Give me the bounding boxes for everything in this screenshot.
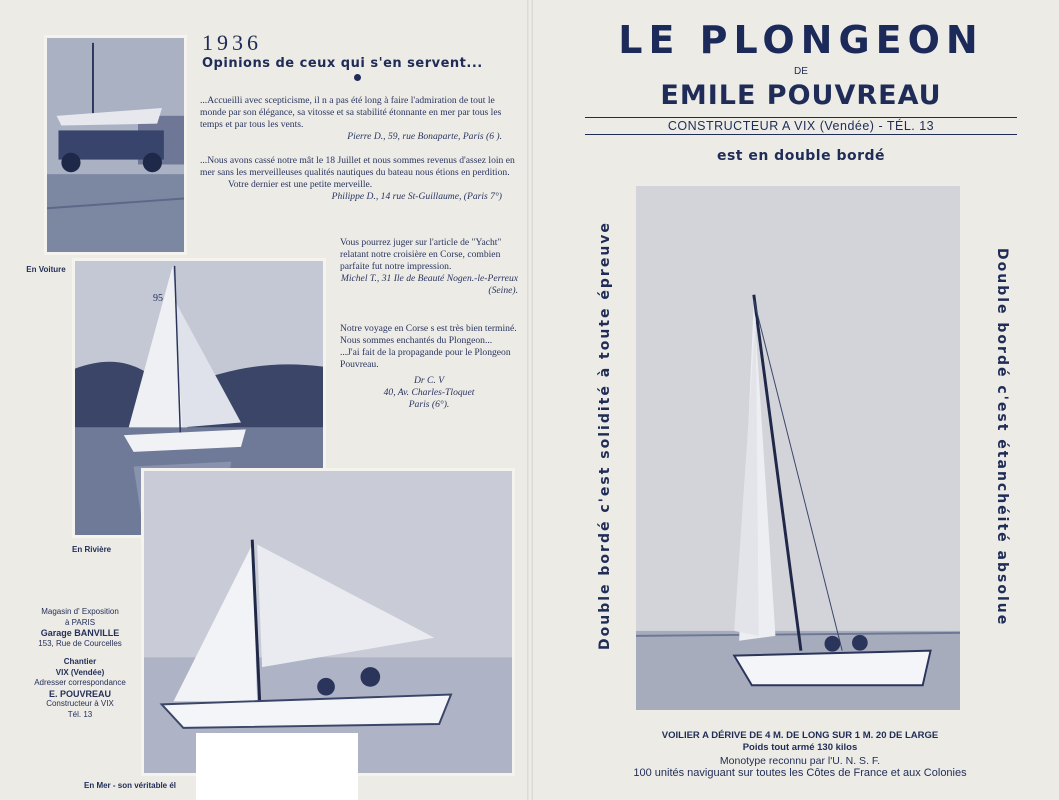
spec-dimensions: VOILIER A DÉRIVE DE 4 M. DE LONG SUR 1 M. 20 DE LARGE xyxy=(661,730,939,741)
testimonial-2-text2: Votre dernier est une petite merveille. xyxy=(228,179,373,190)
testimonial-2-signature: Philippe D., 14 rue St-Guillaume, (Paris 7°) xyxy=(331,191,502,202)
tagline-double-borde: est en double bordé xyxy=(716,148,886,164)
testimonial-4 xyxy=(340,323,518,411)
sidebar-line-2: à PARIS xyxy=(64,617,96,627)
sidebar-info xyxy=(24,607,136,720)
vertical-slogan-left: Double bordé c'est solidité à toute épreuve xyxy=(597,221,613,650)
white-patch xyxy=(196,733,358,800)
title-le-plongeon: LE PLONGEON xyxy=(618,18,984,62)
testimonial-1 xyxy=(200,95,518,143)
sidebar-line-6: VIX (Vendée) xyxy=(55,667,105,677)
caption-riviere: En Rivière xyxy=(72,545,112,554)
testimonial-4-signature: Dr C. V xyxy=(413,375,445,386)
constructeur-line: CONSTRUCTEUR A VIX (Vendée) - TÉL. 13 xyxy=(585,117,1017,135)
page-fold xyxy=(527,0,533,800)
sail-number: 95 xyxy=(153,293,163,304)
photo-main-sailboat xyxy=(633,183,963,713)
caption-voiture: En Voiture xyxy=(26,265,66,274)
spec-monotype: Monotype reconnu par l'U. N. S. F. xyxy=(719,755,881,767)
caption-mer: En Mer - son véritable él xyxy=(84,781,177,790)
testimonial-4-text2: ...J'ai fait de la propagande pour le Plongeon Pouvreau. xyxy=(340,347,511,370)
testimonial-4-text: Notre voyage en Corse s est très bien terminé. Nous sommes enchantés du Plongeon... xyxy=(340,323,517,346)
sidebar-line-9: Constructeur à VIX xyxy=(46,699,114,708)
sidebar-line-10: Tél. 13 xyxy=(67,709,93,719)
opinions-heading: Opinions de ceux qui s'en servent... xyxy=(202,56,483,71)
sidebar-line-8: E. POUVREAU xyxy=(48,688,111,699)
sidebar-line-4: 153, Rue de Courcelles xyxy=(38,638,122,648)
sidebar-line-7: Adresser correspondance xyxy=(34,678,126,687)
title-de: DE xyxy=(794,66,808,77)
testimonial-3-text: Vous pourrez juger sur l'article de "Yacht" relatant notre croisière en Corse, combien parfaite fut notre impression. xyxy=(340,237,502,272)
photo-car-trailer xyxy=(44,35,187,255)
year-heading: 1936 xyxy=(202,30,262,55)
vertical-slogan-right: Double bordé c'est étanchéité absolue xyxy=(994,248,1010,627)
testimonial-4-signature-address: 40, Av. Charles-Tloquet xyxy=(383,387,475,398)
name-emile-pouvreau: EMILE POUVREAU xyxy=(660,80,942,111)
photo-sea-sailboat xyxy=(141,468,515,776)
testimonial-1-text: ...Accueilli avec scepticisme, il n a pas été long à faire l'admiration de tout le monde par son élégance, sa vitosse et sa stabilité étonnante en mer par tous les temps et par tous les vents. xyxy=(200,95,502,130)
testimonial-2 xyxy=(200,155,518,203)
testimonial-1-signature: Pierre D., 59, rue Bonaparte, Paris (6 ). xyxy=(347,131,502,142)
testimonial-3-signature: Michel T., 31 Ile de Beauté Nogen.-le-Perreux (Seine). xyxy=(340,273,518,296)
spec-units: 100 unités naviguant sur toutes les Côtes de France et aux Colonies xyxy=(633,767,967,779)
sidebar-line-3: Garage BANVILLE xyxy=(40,628,120,638)
testimonial-2-text: ...Nous avons cassé notre mât le 18 Juillet et nous sommes revenus d'assez loin en mer sans les merveilleuses qualités nautiques du bateau nous étions en perdition. xyxy=(200,155,515,178)
spec-weight: Poids tout armé 130 kilos xyxy=(742,742,858,753)
sidebar-line-1: Magasin d' Exposition xyxy=(41,607,119,616)
testimonial-4-signature-city: Paris (6°). xyxy=(408,399,450,410)
sidebar-line-5: Chantier xyxy=(63,657,97,666)
testimonial-3 xyxy=(340,237,518,297)
bullet-dot xyxy=(354,74,361,81)
